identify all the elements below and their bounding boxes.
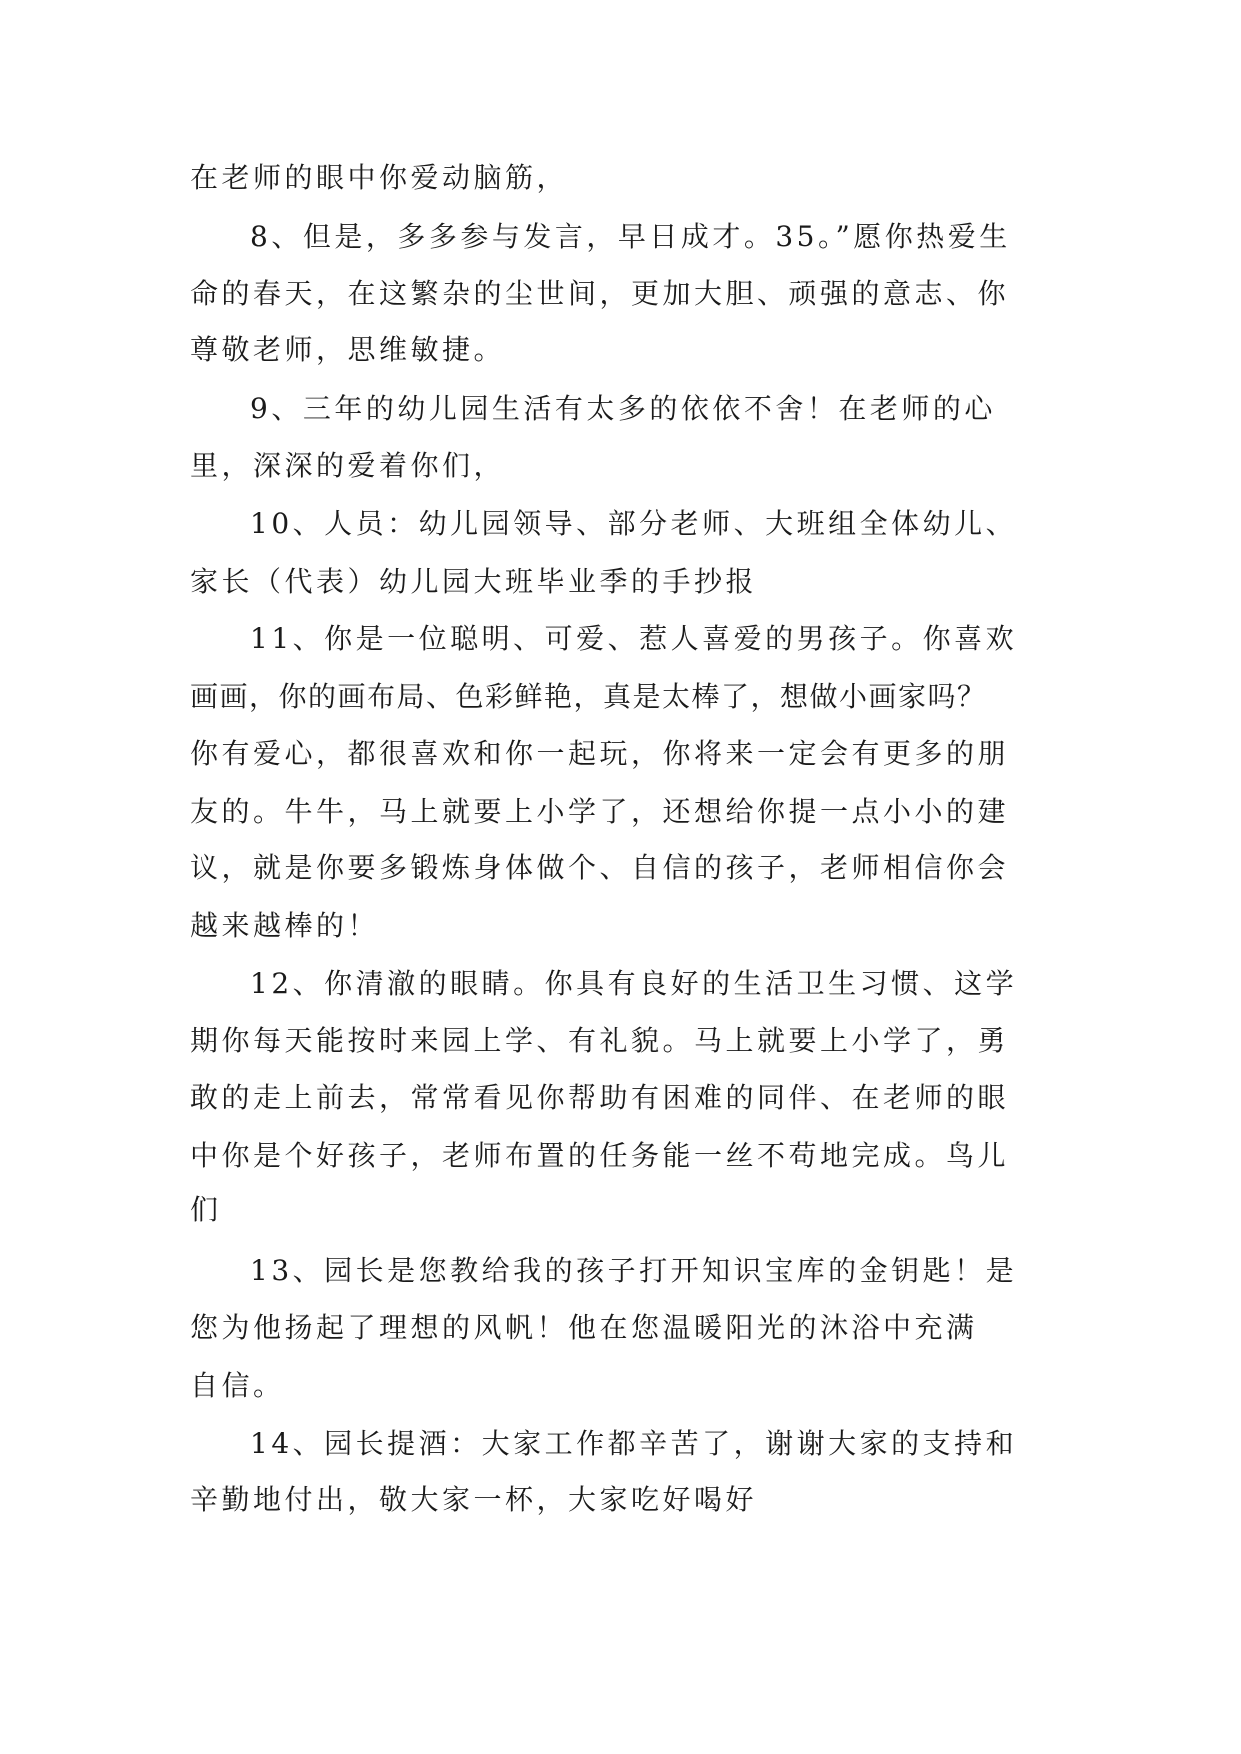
text-line: 画画，你的画布局、色彩鲜艳，真是太棒了，想做小画家吗？ [190,680,987,713]
text-line: 自信。 [190,1369,285,1402]
text-line: 越来越棒的！ [190,909,380,942]
text-line: 9、三年的幼儿园生活有太多的依依不舍！在老师的心 [250,392,996,425]
text-line: 议，就是你要多锻炼身体做个、自信的孩子，老师相信你会 [190,851,1010,884]
text-line: 在老师的眼中你爱动脑筋， [190,161,569,194]
text-line: 8、但是，多多参与发言，早日成才。35。”愿你热爱生 [250,220,1011,253]
text-line: 12、你清澈的眼睛。你具有良好的生活卫生习惯、这学 [250,967,1018,1000]
text-line: 里，深深的爱着你们， [190,449,506,482]
text-line: 13、园长是您教给我的孩子打开知识宝库的金钥匙！是 [250,1254,1018,1287]
text-line: 家长（代表）幼儿园大班毕业季的手抄报 [190,565,758,598]
text-line: 友的。牛牛，马上就要上小学了，还想给你提一点小小的建 [190,795,1010,828]
text-line: 命的春天，在这繁杂的尘世间，更加大胆、顽强的意志、你 [190,277,1010,310]
text-line: 尊敬老师，思维敏捷。 [190,333,506,366]
text-line: 你有爱心，都很喜欢和你一起玩，你将来一定会有更多的朋 [190,737,1010,770]
text-line: 您为他扬起了理想的风帆！他在您温暖阳光的沐浴中充满 [190,1311,978,1344]
text-line: 辛勤地付出，敬大家一杯，大家吃好喝好 [190,1483,758,1516]
text-line: 期你每天能按时来园上学、有礼貌。马上就要上小学了，勇 [190,1024,1010,1057]
text-line: 中你是个好孩子，老师布置的任务能一丝不苟地完成。鸟儿 [190,1139,1010,1172]
text-line: 10、人员：幼儿园领导、部分老师、大班组全体幼儿、 [250,507,1018,540]
text-line: 敢的走上前去，常常看见你帮助有困难的同伴、在老师的眼 [190,1081,1010,1114]
text-line: 14、园长提酒：大家工作都辛苦了，谢谢大家的支持和 [250,1427,1018,1460]
text-line: 11、你是一位聪明、可爱、惹人喜爱的男孩子。你喜欢 [250,622,1018,655]
text-line: 们 [190,1193,222,1226]
